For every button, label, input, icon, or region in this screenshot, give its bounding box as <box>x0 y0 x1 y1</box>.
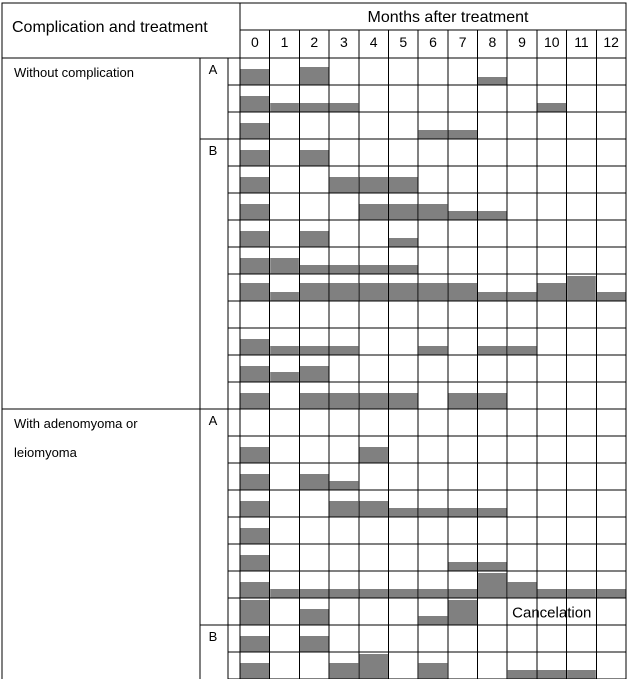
month-tick-label: 1 <box>280 34 289 50</box>
data-bar <box>597 292 626 301</box>
group-label: leiomyoma <box>14 445 77 460</box>
data-bar <box>241 636 270 652</box>
data-bar <box>270 346 299 355</box>
data-bar <box>241 555 270 571</box>
month-tick-label: 3 <box>340 34 348 50</box>
month-tick-label: 12 <box>603 34 619 50</box>
data-bar <box>478 211 507 220</box>
data-bar <box>300 231 329 247</box>
data-bar <box>389 589 418 598</box>
data-bar <box>419 616 448 625</box>
data-bar <box>389 238 418 247</box>
data-bar <box>448 130 477 139</box>
data-bar <box>300 589 329 598</box>
data-bar <box>300 265 329 274</box>
data-bar <box>330 265 359 274</box>
month-tick-label: 7 <box>458 34 467 50</box>
data-bar <box>241 474 270 490</box>
data-bar <box>241 447 270 463</box>
data-bar <box>241 663 270 679</box>
month-tick-label: 8 <box>488 34 497 50</box>
data-bar <box>508 582 537 598</box>
data-bar <box>330 177 359 193</box>
data-bar <box>330 346 359 355</box>
data-bar <box>241 150 270 166</box>
data-bar <box>359 204 388 220</box>
data-bar <box>359 283 388 301</box>
data-bar <box>537 103 566 112</box>
data-bar <box>478 508 507 517</box>
data-bar <box>330 481 359 490</box>
data-bar <box>419 130 448 139</box>
data-bar <box>478 292 507 301</box>
subgroup-label: A <box>208 62 218 77</box>
data-bar <box>300 103 329 112</box>
data-bar <box>419 663 448 679</box>
data-bar <box>448 508 477 517</box>
data-bar <box>300 393 329 409</box>
data-bar <box>300 609 329 625</box>
data-bar <box>419 508 448 517</box>
data-bar <box>359 501 388 517</box>
data-bar <box>241 123 270 139</box>
data-bar <box>241 69 270 85</box>
data-bar <box>241 258 270 274</box>
data-bar <box>478 77 507 85</box>
subgroup-label: A <box>208 413 218 428</box>
data-bar <box>241 501 270 517</box>
left-header-title: Complication and treatment <box>12 19 208 36</box>
data-bar <box>359 447 388 463</box>
data-bar <box>241 204 270 220</box>
right-header-title: Months after treatment <box>367 9 529 26</box>
data-bar <box>537 283 566 301</box>
data-bar <box>241 366 270 382</box>
data-bar <box>270 589 299 598</box>
data-bar <box>241 600 270 625</box>
month-tick-label: 4 <box>369 34 378 50</box>
data-bar <box>300 636 329 652</box>
data-bar <box>389 204 418 220</box>
month-tick-label: 10 <box>543 34 560 50</box>
data-bar <box>448 393 477 409</box>
data-bar <box>359 393 388 409</box>
data-bar <box>508 292 537 301</box>
data-bar <box>359 177 388 193</box>
data-bar <box>567 589 596 598</box>
data-bar <box>389 265 418 274</box>
cancelation-label: Cancelation <box>512 604 592 622</box>
data-bar <box>419 204 448 220</box>
subgroup-label: B <box>208 629 218 644</box>
data-bar <box>508 670 537 679</box>
data-bar <box>300 366 329 382</box>
data-bar <box>389 393 418 409</box>
data-bar <box>389 283 418 301</box>
month-tick-label: 0 <box>250 34 259 50</box>
data-bar <box>478 346 507 355</box>
data-bar <box>359 265 388 274</box>
data-bar <box>330 501 359 517</box>
month-tick-label: 5 <box>399 34 408 50</box>
data-bar <box>448 562 477 571</box>
data-bar <box>389 508 418 517</box>
month-tick-label: 9 <box>518 34 526 50</box>
bars-layer <box>241 67 626 679</box>
data-bar <box>330 103 359 112</box>
data-bar <box>300 150 329 166</box>
data-bar <box>270 292 299 301</box>
data-bar <box>448 589 477 598</box>
data-bar <box>537 589 566 598</box>
data-bar <box>478 562 507 571</box>
data-bar <box>241 528 270 544</box>
data-bar <box>270 372 299 382</box>
data-bar <box>478 393 507 409</box>
data-bar <box>270 258 299 274</box>
data-bar <box>448 283 477 301</box>
data-bar <box>448 211 477 220</box>
data-bar <box>567 670 596 679</box>
data-bar <box>300 67 329 85</box>
data-bar <box>241 582 270 598</box>
month-tick-label: 2 <box>310 34 319 50</box>
data-bar <box>330 393 359 409</box>
data-bar <box>597 589 626 598</box>
data-bar <box>241 393 270 409</box>
data-bar <box>241 283 270 301</box>
data-bar <box>330 589 359 598</box>
data-bar <box>300 346 329 355</box>
group-label: With adenomyoma or <box>14 416 138 431</box>
data-bar <box>389 177 418 193</box>
data-bar <box>419 346 448 355</box>
data-bar <box>241 339 270 355</box>
data-bar <box>537 670 566 679</box>
data-bar <box>300 474 329 490</box>
data-bar <box>330 283 359 301</box>
data-bar <box>241 231 270 247</box>
data-bar <box>448 600 477 625</box>
data-bar <box>359 589 388 598</box>
data-bar <box>241 177 270 193</box>
data-bar <box>359 654 388 679</box>
data-bar <box>508 346 537 355</box>
group-label: Without complication <box>14 65 134 80</box>
data-bar <box>478 573 507 598</box>
month-tick-label: 6 <box>429 34 437 50</box>
data-bar <box>300 283 329 301</box>
subgroup-label: B <box>208 143 218 158</box>
data-bar <box>567 276 596 301</box>
month-tick-label: 11 <box>574 34 589 50</box>
data-bar <box>419 589 448 598</box>
data-bar <box>419 283 448 301</box>
data-bar <box>241 96 270 112</box>
data-bar <box>270 103 299 112</box>
data-bar <box>330 663 359 679</box>
